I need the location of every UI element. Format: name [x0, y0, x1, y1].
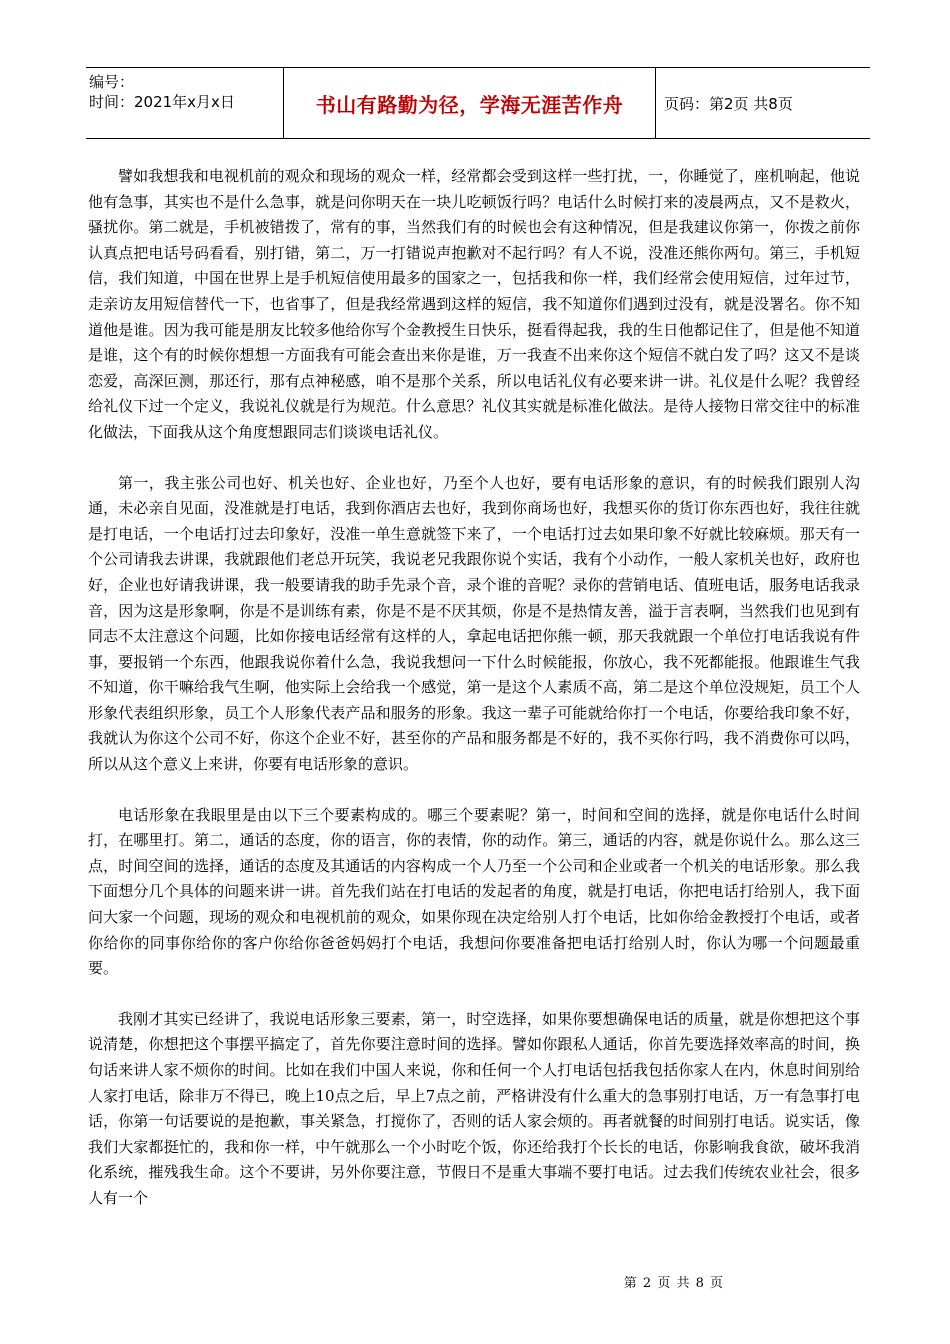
page-footer: 第 2 页 共 8 页 [623, 1276, 724, 1291]
paragraph: 第一，我主张公司也好、机关也好、企业也好，乃至个人也好，要有电话形象的意识，有的时候我们跟别人沟通，未必亲自见面，没准就是打电话，我到你酒店去也好，我到你商场也好，我想买你的货订你东西也好，我往往就是打电话，一个电话打过去印象好，没准一单生意就签下来了，一个电话打过去如果印象不好就比较麻烦。那天有一个公司请我去讲课，我就跟他们老总开玩笑，我说老兄我跟你说个实话，我有个小动作，一般人家机关也好，政府也好，企业也好请我讲课，我一般要请我的助手先录个音，录个谁的音呢？录你的营销电话、值班电话，服务电话我录音，因为这是形象啊，你是不是训练有素，你是不是不厌其烦，你是不是热情友善，溢于言表啊，当然我们也见到有同志不太注意这个问题，比如你接电话经常有这样的人，拿起电话把你熊一顿，那天我就跟一个单位打电话我说有件事，要报销一个东西，他跟我说你着什么急，我说我想问一下什么时候能报，你放心，我不死都能报。他跟谁生气我不知道，你干嘛给我气生啊，他实际上会给我一个感觉，第一是这个人素质不高，第二是这个单位没规矩，员工个人形象代表组织形象，员工个人形象代表产品和服务的形象。我这一辈子可能就给你打一个电话，你要给我印象不好，我就认为你这个公司不好，你这个企业不好，甚至你的产品和服务都是不好的，我不买你行吗，我不消费你可以吗，所以从这个意义上来讲，你要有电话形象的意识。 [88, 473, 860, 774]
header-page-info: 页码：第2页 共8页 [664, 94, 793, 113]
paragraph: 电话形象在我眼里是由以下三个要素构成的。哪三个要素呢？第一，时间和空间的选择，就是你电话什么时间打，在哪里打。第二，通话的态度，你的语言，你的表情，你的动作。第三，通话的内容，就是你说什么。那么这三点，时间空间的选择，通话的态度及其通话的内容构成一个人乃至一个公司和企业或者一个机关的电话形象。那么我下面想分几个具体的问题来讲一讲。首先我们站在打电话的发起者的角度，就是打电话，你把电话打给别人，我下面问大家一个问题，现场的观众和电视机前的观众，如果你现在决定给别人打个电话，比如你给金教授打个电话，或者你给你的同事你给你的客户你给你爸爸妈妈打个电话，我想问你要准备把电话打给别人时，你认为哪一个问题最重要。 [88, 805, 860, 978]
paragraph: 譬如我想我和电视机前的观众和现场的观众一样，经常都会受到这样一些打扰，一，你睡觉了，座机响起，他说他有急事，其实也不是什么急事，就是问你明天在一块儿吃顿饭行吗？电话什么时候打来的凌晨两点，又不是救火，骚扰你。第二就是，手机被错拨了，常有的事，当然我们有的时候也会有这种情况，但是我建议你第一，你拨之前你认真点把电话号码看看，别打错，第二，万一打错说声抱歉对不起行吗？有人不说，没准还熊你两句。第三，手机短信，我们知道，中国在世界上是手机短信使用最多的国家之一，包括我和你一样，我们经常会使用短信，过年过节，走亲访友用短信替代一下，也省事了，但是我经常遇到这样的短信，我不知道你们遇到过没有，就是没署名。你不知道他是谁。因为我可能是朋友比较多他给你写个金教授生日快乐，挺看得起我，我的生日他都记住了，但是他不知道是谁，这个有的时候你想想一方面我有可能会查出来你是谁，万一我查不出来你这个短信不就白发了吗？这又不是谈恋爱，高深叵测，那还行，那有点神秘感，咱不是那个关系，所以电话礼仪有必要来讲一讲。礼仪是什么呢？我曾经给礼仪下过一个定义，我说礼仪就是行为规范。什么意思？礼仪其实就是标准化做法。是待人接物日常交往中的标准化做法，下面我从这个角度想跟同志们谈谈电话礼仪。 [88, 167, 860, 441]
header-meta [86, 68, 284, 138]
document-body [88, 164, 860, 1212]
header-motto: 书山有路勤为径，学海无涯苦作舟 [284, 68, 656, 138]
document-time-label: 时间：2021年x月x日 [89, 93, 235, 111]
document-number-label: 编号： [89, 73, 135, 91]
paragraph: 我刚才其实已经讲了，我说电话形象三要素，第一，时空选择，如果你要想确保电话的质量，就是你想把这个事说清楚，你想把这个事摆平搞定了，首先你要注意时间的选择。譬如你跟私人通话，你首先要选择效率高的时间，换句话来讲人家不烦你的时间。比如在我们中国人来说，你和任何一个人打电话包括我包括你家人在内，休息时间别给人家打电话，除非万不得已，晚上10点之后，早上7点之前，严格讲没有什么重大的急事别打电话，万一有急事打电话，你第一句话要说的是抱歉，事关紧急，打搅你了，否则的话人家会烦的。再者就餐的时间别打电话。说实话，像我们大家都挺忙的，我和你一样，中午就那么一个小时吃个饭，你还给我打个长长的电话，你影响我食欲，破坏我消化系统，摧残我生命。这个不要讲，另外你要注意，节假日不是重大事端不要打电话。过去我们传统农业社会，很多人有一个 [88, 1009, 860, 1207]
document-header [86, 67, 870, 139]
